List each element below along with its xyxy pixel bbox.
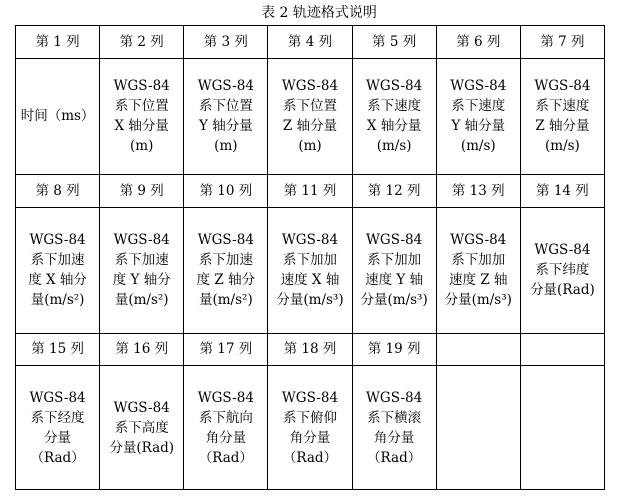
column-header: 第 14 列 <box>520 175 604 208</box>
table-title: 表 2 轨迹格式说明 <box>261 5 377 21</box>
table-cell: WGS-84 系下纬度 分量(Rad) <box>520 207 604 333</box>
table-cell: WGS-84 系下加加 速度 X 轴 分量(m/s³) <box>268 207 352 333</box>
table-cell: WGS-84 系下加速 度 X 轴分 量(m/s²) <box>16 207 100 333</box>
table-cell: WGS-84 系下俯仰 角分量 （Rad） <box>268 366 352 490</box>
column-header: 第 2 列 <box>100 26 184 59</box>
table-row <box>16 207 605 333</box>
column-header: 第 12 列 <box>352 175 436 208</box>
table-cell: WGS-84 系下高度 分量(Rad) <box>100 366 184 490</box>
table-cell: WGS-84 系下位置 Y 轴分量 (m) <box>184 58 268 175</box>
column-header: 第 18 列 <box>268 333 352 366</box>
table-row <box>16 58 605 175</box>
table-cell: WGS-84 系下位置 X 轴分量 (m) <box>100 58 184 175</box>
empty-cell <box>520 333 604 366</box>
table-cell: WGS-84 系下加加 速度 Y 轴 分量(m/s³) <box>352 207 436 333</box>
table-cell: WGS-84 系下横滚 角分量 （Rad） <box>352 366 436 490</box>
column-header: 第 7 列 <box>520 26 604 59</box>
column-header: 第 15 列 <box>16 333 100 366</box>
table-cell: WGS-84 系下加加 速度 Z 轴 分量(m/s³) <box>436 207 520 333</box>
column-header: 第 6 列 <box>436 26 520 59</box>
column-header: 第 3 列 <box>184 26 268 59</box>
table-row <box>16 175 605 208</box>
empty-cell <box>436 333 520 366</box>
table-cell: 时间（ms） <box>16 58 100 175</box>
table-row <box>16 26 605 59</box>
column-header: 第 13 列 <box>436 175 520 208</box>
column-header: 第 19 列 <box>352 333 436 366</box>
column-header: 第 8 列 <box>16 175 100 208</box>
column-header: 第 1 列 <box>16 26 100 59</box>
table-row <box>16 333 605 366</box>
table-cell: WGS-84 系下加速 度 Y 轴分 量(m/s²) <box>100 207 184 333</box>
empty-cell <box>520 366 604 490</box>
table-cell: WGS-84 系下位置 Z 轴分量 (m) <box>268 58 352 175</box>
table-cell: WGS-84 系下经度 分量 （Rad） <box>16 366 100 490</box>
column-header: 第 16 列 <box>100 333 184 366</box>
column-header: 第 5 列 <box>352 26 436 59</box>
table-cell: WGS-84 系下航向 角分量 （Rad） <box>184 366 268 490</box>
table-cell: WGS-84 系下速度 Y 轴分量 (m/s) <box>436 58 520 175</box>
table-cell: WGS-84 系下速度 X 轴分量 (m/s) <box>352 58 436 175</box>
column-header: 第 17 列 <box>184 333 268 366</box>
column-header: 第 4 列 <box>268 26 352 59</box>
table-cell: WGS-84 系下加速 度 Z 轴分 量(m/s²) <box>184 207 268 333</box>
column-header: 第 11 列 <box>268 175 352 208</box>
trajectory-format-table <box>15 25 605 490</box>
empty-cell <box>436 366 520 490</box>
table-cell: WGS-84 系下速度 Z 轴分量 (m/s) <box>520 58 604 175</box>
table-row <box>16 366 605 490</box>
column-header: 第 10 列 <box>184 175 268 208</box>
column-header: 第 9 列 <box>100 175 184 208</box>
